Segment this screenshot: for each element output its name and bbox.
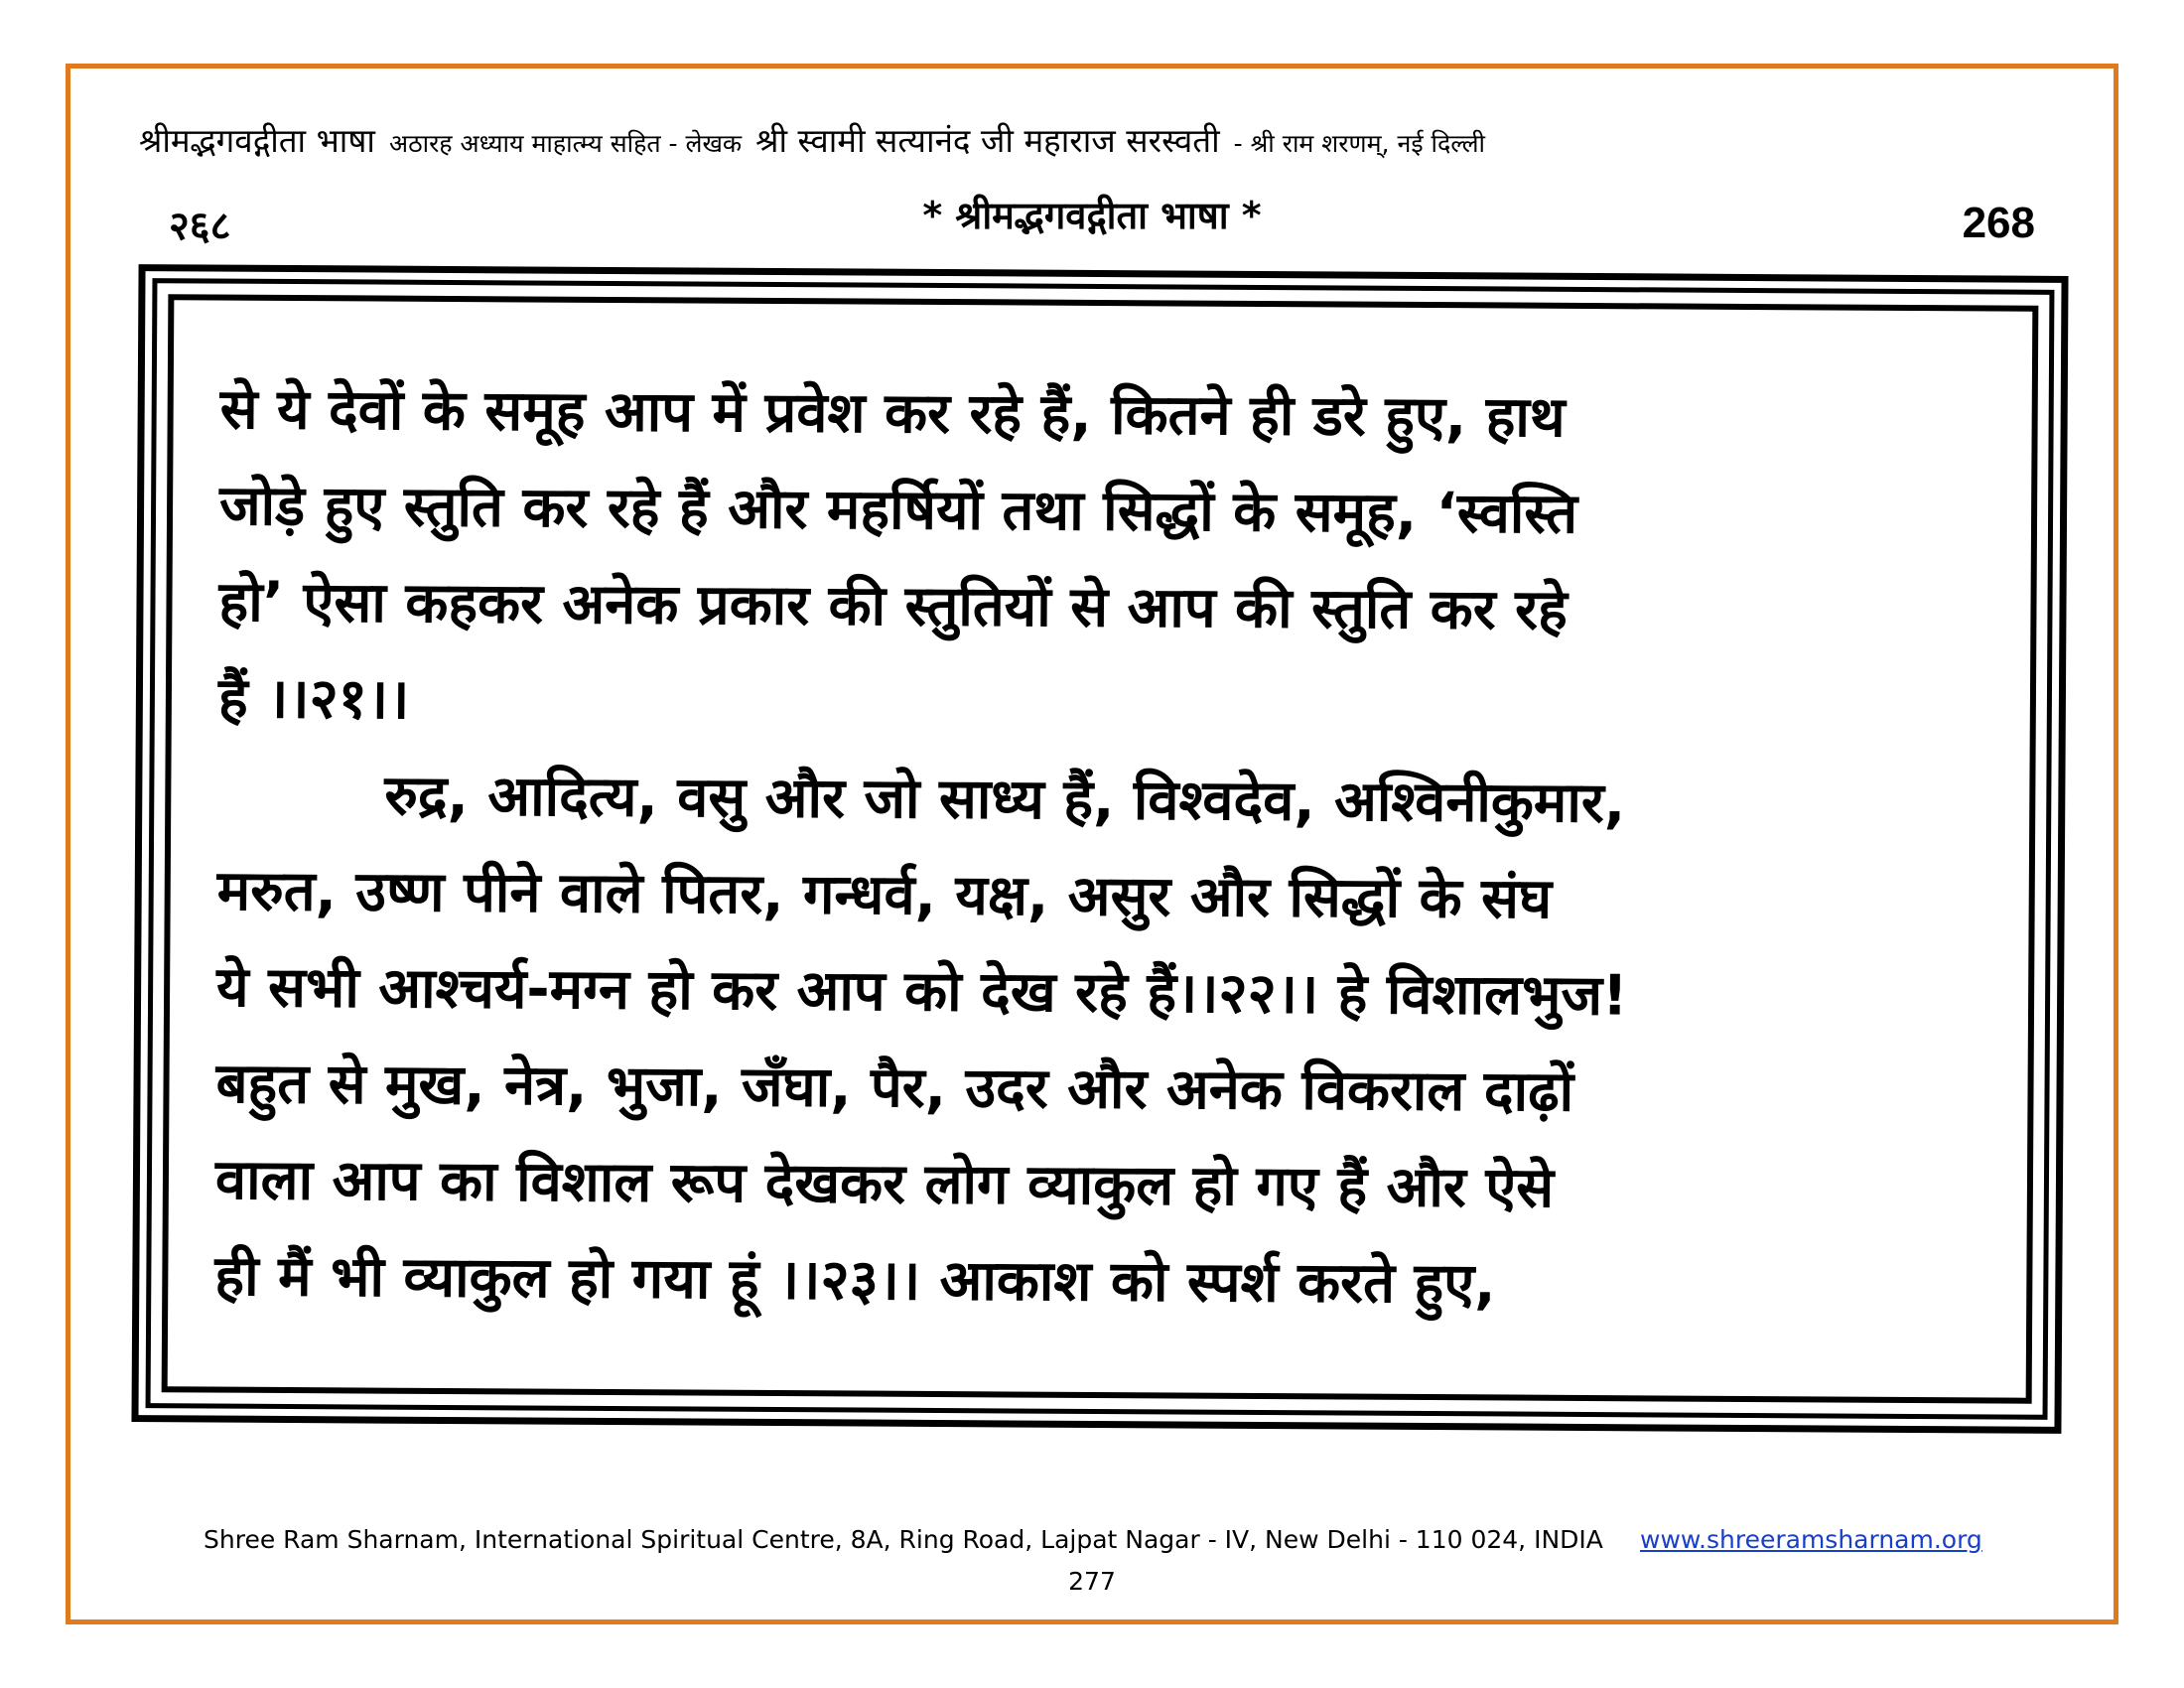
scanned-text-block — [214, 361, 1968, 1336]
page-number-latin: 268 — [1962, 199, 2035, 247]
text-line: वाला आप का विशाल रूप देखकर लोग व्याकुल हो गए हैं और ऐसे — [214, 1147, 1555, 1221]
running-title: * श्रीमद्भगवद्गीता भाषा * — [922, 194, 1262, 237]
text-line: बहुत से मुख, नेत्र, भुजा, जँघा, पैर, उदर और अनेक विकराल दाढ़ों — [215, 1051, 1574, 1125]
text-line: रुद्र, आदित्य, वसु और जो साध्य हैं, विश्वदेव, अश्विनीकुमार, — [384, 764, 1626, 836]
header-author: श्री स्वामी सत्यानंद जी महाराज सरस्वती — [755, 121, 1220, 160]
website-link[interactable]: www.shreeramsharnam.org — [1640, 1525, 1982, 1554]
header-organisation: - श्री राम शरणम्, नई दिल्ली — [1233, 129, 1486, 158]
page-number-devanagari: २६८ — [169, 204, 231, 249]
pdf-page-number: 277 — [1068, 1567, 1116, 1596]
text-line: ये सभी आश्चर्य-मग्न हो कर आप को देख रहे हैं।।२२।। हे विशालभुज! — [215, 954, 1628, 1029]
text-line: हो’ ऐसा कहकर अनेक प्रकार की स्तुतियों से आप की स्तुति कर रहे — [218, 569, 1569, 643]
text-line: से ये देवों के समूह आप में प्रवेश कर रहे हैं, कितने ही डरे हुए, हाथ — [219, 376, 1566, 451]
text-line: ही मैं भी व्याकुल हो गया हूं ।।२३।। आकाश को स्पर्श करते हुए, — [214, 1243, 1496, 1317]
text-line: हैं ।।२१।। — [217, 665, 410, 733]
header-subtitle: अठारह अध्याय माहात्म्य सहित - लेखक — [388, 129, 743, 158]
header-book-title: श्रीमद्भगवद्गीता भाषा — [139, 121, 375, 160]
text-line: जोड़े हुए स्तुति कर रहे हैं और महर्षियों तथा सिद्धों के समूह, ‘स्वस्ति — [218, 473, 1578, 547]
text-line: मरुत, उष्ण पीने वाले पितर, गन्धर्व, यक्ष, असुर और सिद्धों के संघ — [216, 858, 1553, 932]
page-header — [139, 117, 2045, 167]
footer-address: Shree Ram Sharnam, International Spiritual Centre, 8A, Ring Road, Lajpat Nagar - IV, New Delhi - 110 024, INDIA — [204, 1525, 1603, 1554]
